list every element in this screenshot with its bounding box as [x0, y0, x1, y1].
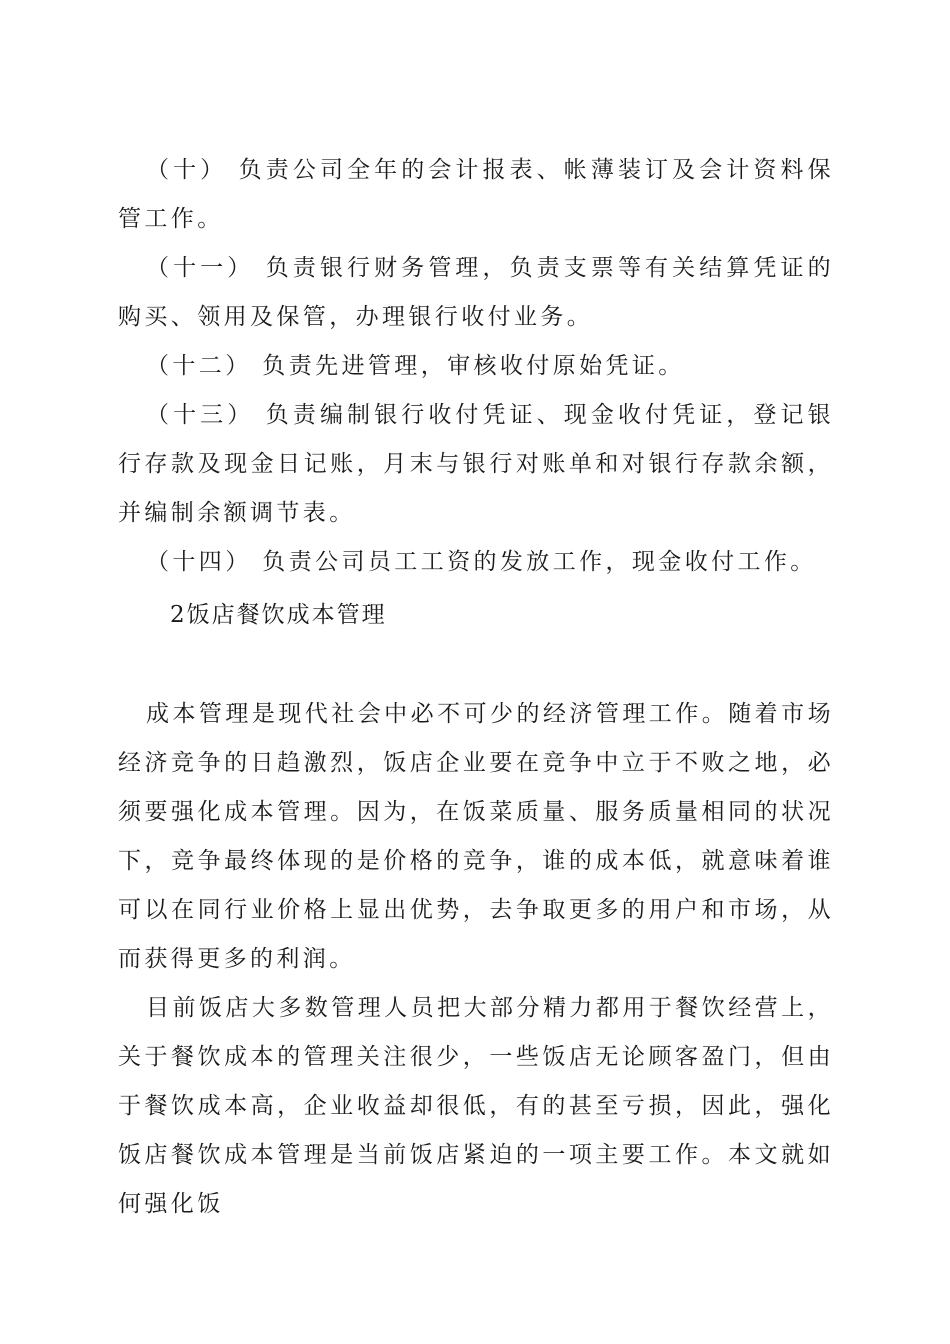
body-paragraph-2: 目前饭店大多数管理人员把大部分精力都用于餐饮经营上，关于餐饮成本的管理关注很少，一些饭店无论顾客盈门，但由于餐饮成本高，企业收益却很低，有的甚至亏损，因此，强化饭店餐饮成本管理是当前饭店紧迫的一项主要工作。本文就如何强化饭 [118, 995, 834, 1217]
duty-item-13: （十三） 负责编制银行收付凭证、现金收付凭证，登记银行存款及现金日记账，月末与银行对账单和对银行存款余额，并编制余额调节表。 [118, 402, 834, 526]
duty-item-14: （十四） 负责公司员工工资的发放工作，现金收付工作。 [146, 549, 817, 575]
duty-item-10: （十） 负责公司全年的会计报表、帐薄装订及会计资料保管工作。 [118, 157, 834, 232]
section-heading: 2饭店餐饮成本管理 [170, 602, 387, 628]
duty-item-11: （十一） 负责银行财务管理，负责支票等有关结算凭证的购买、领用及保管，办理银行收付业务。 [118, 255, 834, 330]
duty-item-12: （十二） 负责先进管理，审核收付原始凭证。 [146, 353, 685, 379]
body-paragraph-1: 成本管理是现代社会中必不可少的经济管理工作。随着市场经济竞争的日趋激烈，饭店企业要在竞争中立于不败之地，必须要强化成本管理。因为，在饭菜质量、服务质量相同的状况下，竞争最终体现的是价格的竞争，谁的成本低，就意味着谁可以在同行业价格上显出优势，去争取更多的用户和市场，从而获得更多的利润。 [118, 701, 834, 972]
